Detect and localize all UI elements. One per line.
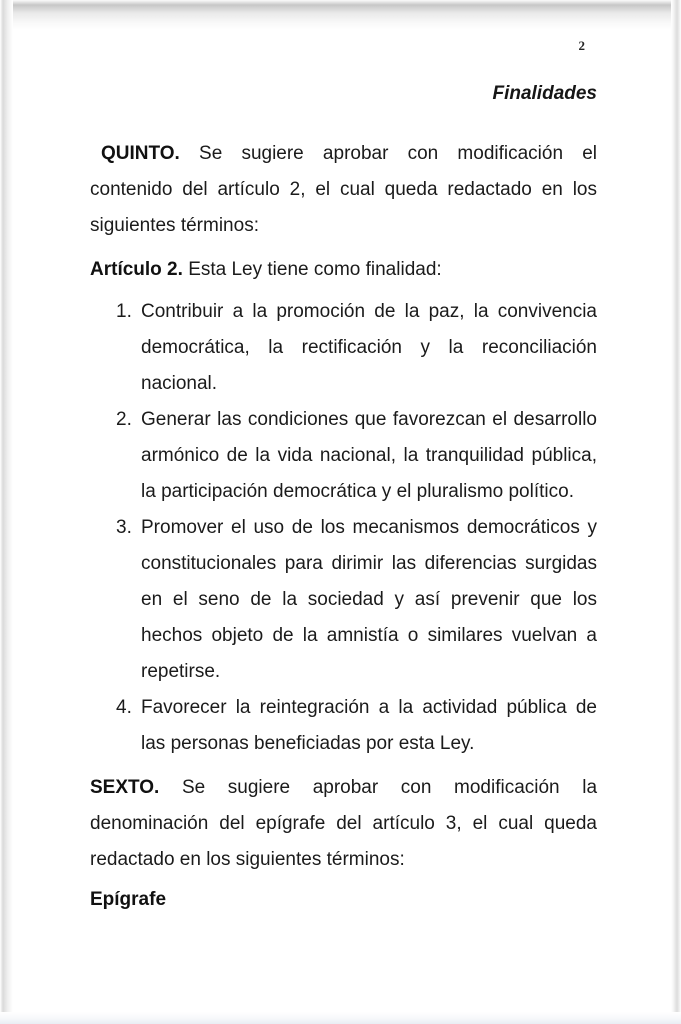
section-heading-finalidades: Finalidades (492, 83, 597, 104)
list-item-4-number: 4. (116, 697, 132, 718)
paragraph-articulo-2-label: Artículo 2. (90, 259, 183, 280)
list-item-4-text: Favorecer la reintegración a la actividad pública de las personas beneficiadas por esta Ley. (141, 697, 597, 754)
list-item-1 (90, 294, 597, 402)
list-item-3-number: 3. (116, 517, 132, 538)
list-item-3 (90, 510, 597, 690)
paragraph-articulo-2-text: Esta Ley tiene como finalidad: (188, 259, 442, 280)
list-item-1-text: Contribuir a la promoción de la paz, la convivencia democrática, la rectificación y la reconciliación nacional. (141, 301, 597, 394)
list-item-2-number: 2. (116, 409, 132, 430)
document-content (90, 0, 597, 918)
finalidades-list (90, 294, 597, 762)
list-item-2 (90, 402, 597, 510)
paragraph-articulo-2 (90, 252, 597, 288)
scan-edge-left (0, 0, 13, 1024)
page-number: 2 (578, 38, 585, 53)
paragraph-quinto-label: QUINTO. (101, 143, 180, 164)
paragraph-epigrafe: Epígrafe (90, 889, 167, 910)
list-item-1-number: 1. (116, 301, 132, 322)
scan-edge-right (671, 0, 681, 1024)
paragraph-sexto-label: SEXTO. (90, 777, 160, 798)
paragraph-sexto (90, 770, 597, 878)
list-item-2-text: Generar las condiciones que favorezcan el desarrollo armónico de la vida nacional, la tranquilidad pública, la participación democrática y el pluralismo político. (141, 409, 597, 502)
list-item-4 (90, 690, 597, 762)
scan-edge-bottom (0, 1012, 681, 1024)
paragraph-quinto-text: Se sugiere aprobar con modificación el contenido del artículo 2, el cual queda redactado en los siguientes términos: (90, 143, 597, 236)
list-item-3-text: Promover el uso de los mecanismos democráticos y constitucionales para dirimir las diferencias surgidas en el seno de la sociedad y así prevenir que los hechos objeto de la amnistía o similares vuelvan a repetirse. (141, 517, 597, 682)
paragraph-quinto (90, 136, 597, 244)
paragraph-sexto-text: Se sugiere aprobar con modificación la denominación del epígrafe del artículo 3, el cual queda redactado en los siguientes términos: (90, 777, 598, 870)
